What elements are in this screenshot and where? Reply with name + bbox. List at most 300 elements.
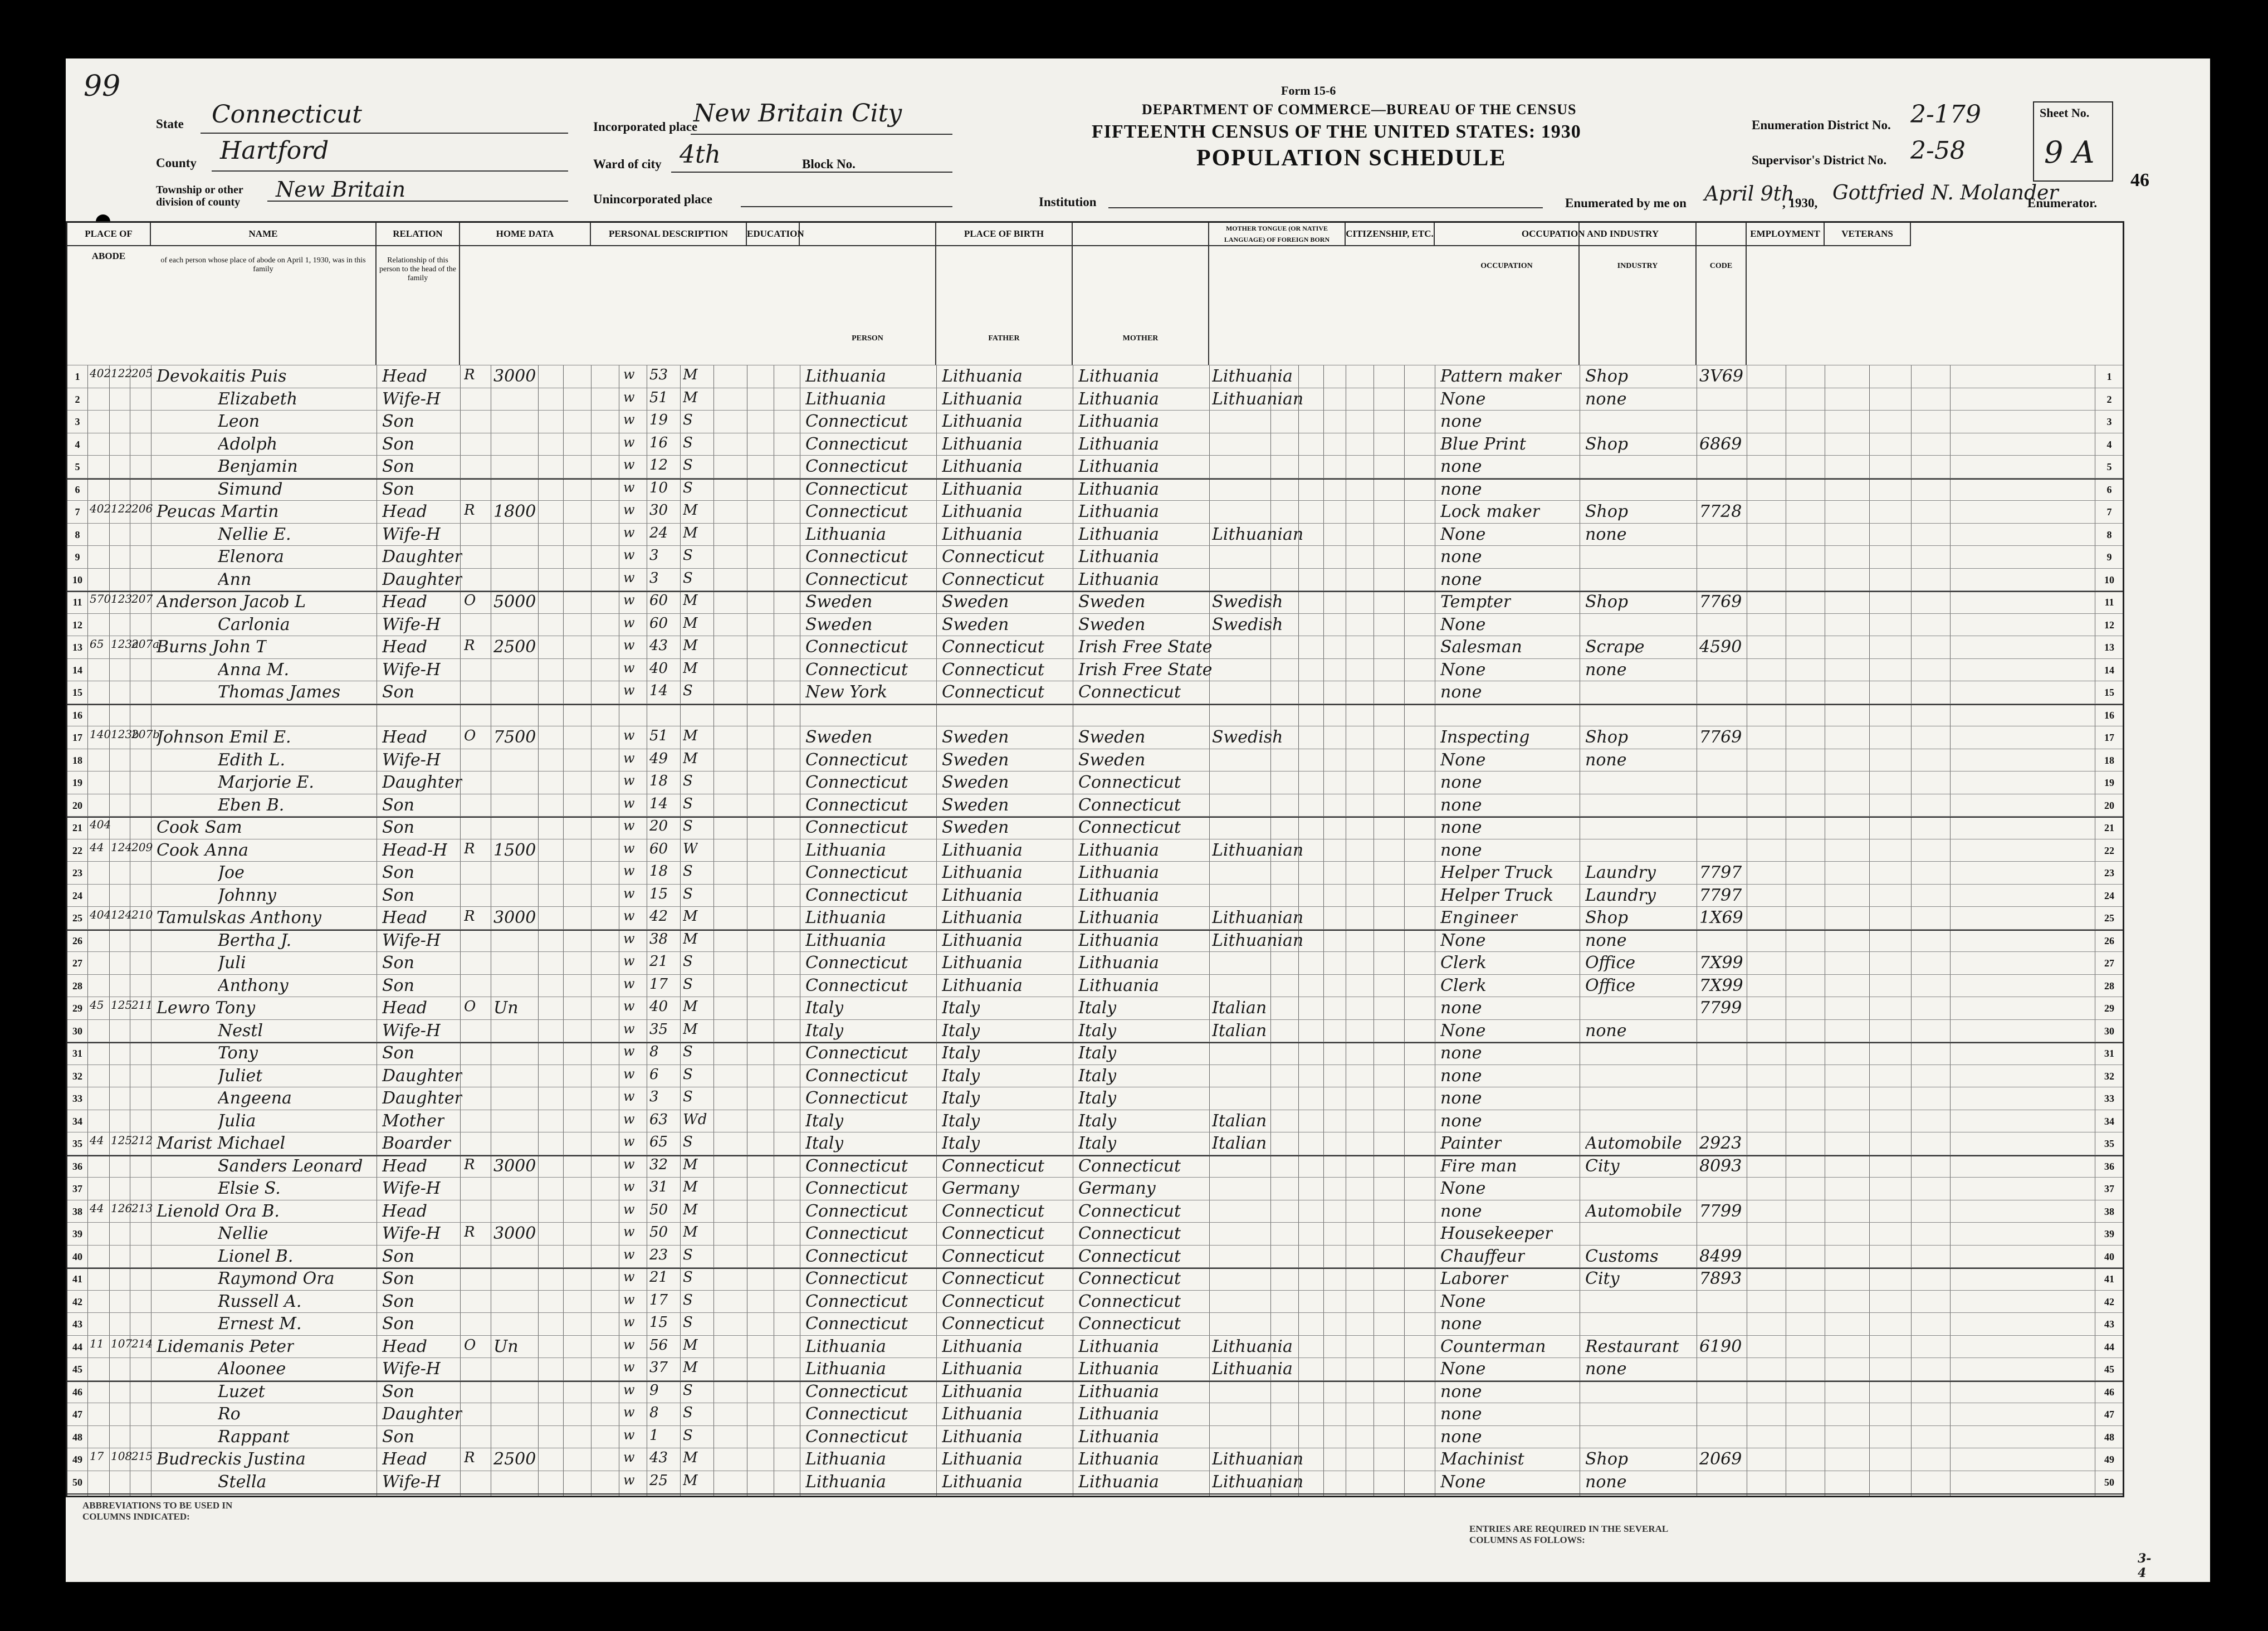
color-race: w bbox=[623, 434, 635, 450]
line-number: 6 bbox=[2106, 484, 2112, 495]
birthplace-mother: Italy bbox=[1078, 1043, 1117, 1063]
group-personal: PERSONAL DESCRIPTION bbox=[591, 223, 747, 246]
color-race: w bbox=[623, 818, 635, 833]
mother-tongue: Swedish bbox=[1212, 727, 1283, 747]
mother-tongue: Lithuanian bbox=[1212, 1472, 1304, 1492]
occupation-code: 7X99 bbox=[1699, 975, 1743, 995]
house-number: 570 bbox=[90, 592, 111, 605]
birthplace-mother: Lithuania bbox=[1078, 547, 1159, 567]
line-number: 36 bbox=[72, 1160, 82, 1172]
marital-status: S bbox=[683, 1088, 693, 1105]
marital-status: S bbox=[683, 773, 693, 789]
person-name: Simund bbox=[218, 479, 283, 499]
home-value: 2500 bbox=[493, 1449, 536, 1469]
birthplace-person: Connecticut bbox=[805, 1291, 908, 1311]
table-row bbox=[67, 410, 2123, 433]
industry: Laundry bbox=[1585, 885, 1656, 905]
age: 56 bbox=[649, 1336, 668, 1354]
relation: Son bbox=[382, 885, 414, 905]
birthplace-person: Connecticut bbox=[805, 1269, 908, 1288]
age: 24 bbox=[649, 524, 668, 541]
age: 42 bbox=[649, 908, 668, 925]
birthplace-father: Lithuania bbox=[942, 885, 1023, 905]
family-number: 207a bbox=[131, 637, 160, 651]
color-race: w bbox=[623, 1336, 635, 1352]
line-number: 20 bbox=[2104, 799, 2114, 811]
person-name: Anthony bbox=[218, 975, 289, 995]
relation: Son bbox=[382, 1427, 414, 1447]
line-number: 13 bbox=[72, 642, 82, 653]
relation: Head bbox=[382, 592, 428, 612]
color-race: w bbox=[623, 682, 635, 698]
industry: none bbox=[1585, 389, 1627, 409]
birthplace-person: Lithuania bbox=[805, 389, 886, 409]
color-race: w bbox=[623, 908, 635, 924]
line-number: 3 bbox=[75, 416, 80, 427]
occupation-code: 6190 bbox=[1699, 1336, 1742, 1356]
marital-status: S bbox=[683, 479, 693, 496]
age: 65 bbox=[649, 1134, 668, 1150]
birthplace-mother: Lithuania bbox=[1078, 975, 1159, 995]
table-row bbox=[67, 568, 2123, 593]
table-row bbox=[67, 1042, 2123, 1065]
birthplace-mother: Connecticut bbox=[1078, 1314, 1181, 1334]
birthplace-father: Sweden bbox=[942, 773, 1009, 792]
person-name: Burns John T bbox=[157, 637, 267, 657]
home-value: Un bbox=[493, 1336, 519, 1356]
age: 12 bbox=[649, 457, 668, 473]
occupation: Helper Truck bbox=[1440, 885, 1553, 905]
occupation: Blue Print bbox=[1440, 434, 1526, 454]
home-value: 2500 bbox=[493, 637, 536, 657]
age: 3 bbox=[649, 1088, 659, 1105]
line-number: 37 bbox=[72, 1183, 82, 1194]
house-number: 44 bbox=[90, 840, 104, 854]
line-number: 22 bbox=[72, 844, 82, 856]
line-number: 21 bbox=[72, 822, 82, 833]
age: 19 bbox=[649, 412, 668, 428]
birthplace-person: Connecticut bbox=[805, 457, 908, 476]
occupation: none bbox=[1440, 1427, 1482, 1447]
group-abode: PLACE OF ABODE bbox=[67, 223, 151, 246]
marital-status: S bbox=[683, 885, 693, 902]
form-number: Form 15-6 bbox=[1281, 84, 1336, 97]
house-number: 140 bbox=[90, 727, 111, 741]
birthplace-person: Connecticut bbox=[805, 1201, 908, 1221]
table-row bbox=[67, 1312, 2123, 1336]
birthplace-mother: Italy bbox=[1078, 998, 1117, 1018]
marital-status: M bbox=[683, 524, 698, 541]
line-number: 45 bbox=[2104, 1364, 2114, 1375]
age: 60 bbox=[649, 592, 668, 609]
mother-tongue: Italian bbox=[1212, 1134, 1267, 1153]
occupation: Inspecting bbox=[1440, 727, 1530, 747]
color-race: w bbox=[623, 840, 635, 856]
dwelling-number: 123 bbox=[111, 592, 133, 605]
person-name: Tony bbox=[218, 1043, 258, 1063]
birthplace-father: Lithuania bbox=[942, 367, 1023, 386]
occupation: None bbox=[1440, 389, 1486, 409]
occupation-code: 7769 bbox=[1699, 727, 1742, 747]
occupation: none bbox=[1440, 547, 1482, 567]
color-race: w bbox=[623, 1201, 635, 1217]
mother-tongue: Lithuania bbox=[1212, 1359, 1293, 1379]
person-name: Lidemanis Peter bbox=[157, 1336, 295, 1356]
birthplace-person: Connecticut bbox=[805, 1314, 908, 1334]
birthplace-person: Sweden bbox=[805, 614, 873, 634]
birthplace-person: Connecticut bbox=[805, 1179, 908, 1198]
birthplace-father: Connecticut bbox=[942, 1314, 1045, 1334]
table-row bbox=[67, 1222, 2123, 1246]
occupation-code: 7799 bbox=[1699, 1201, 1742, 1221]
marital-status: S bbox=[683, 457, 693, 473]
person-name: Sanders Leonard bbox=[218, 1156, 363, 1176]
birthplace-father: Lithuania bbox=[942, 953, 1023, 973]
birthplace-mother: Connecticut bbox=[1078, 1224, 1181, 1243]
occupation: Painter bbox=[1440, 1134, 1502, 1153]
group-home: HOME DATA bbox=[460, 223, 591, 246]
county-value: Hartford bbox=[220, 136, 329, 165]
relation: Son bbox=[382, 795, 414, 815]
person-name: Leon bbox=[218, 412, 260, 431]
industry: Laundry bbox=[1585, 863, 1656, 882]
enum-district-value: 2-179 bbox=[1910, 100, 1981, 129]
line-number: 18 bbox=[2104, 754, 2114, 766]
supervisor-label: Supervisor's District No. bbox=[1752, 153, 1887, 167]
occupation: Housekeeper bbox=[1440, 1224, 1553, 1243]
group-birth: PLACE OF BIRTH bbox=[800, 223, 1209, 246]
line-number: 15 bbox=[72, 687, 82, 698]
birthplace-mother: Lithuania bbox=[1078, 389, 1159, 409]
home-tenure: R bbox=[464, 1449, 475, 1466]
birthplace-person: Connecticut bbox=[805, 660, 908, 680]
marital-status: M bbox=[683, 637, 698, 654]
birthplace-mother: Irish Free State bbox=[1078, 660, 1213, 680]
birthplace-mother: Connecticut bbox=[1078, 773, 1181, 792]
line-number: 26 bbox=[72, 935, 82, 946]
family-number: 207 bbox=[131, 592, 153, 605]
birthplace-person: Lithuania bbox=[805, 1359, 886, 1379]
relation: Son bbox=[382, 1291, 414, 1311]
person-name: Anderson Jacob L bbox=[157, 592, 306, 612]
marital-status: S bbox=[683, 547, 693, 564]
line-number: 14 bbox=[2104, 664, 2114, 676]
marital-status: M bbox=[683, 998, 698, 1015]
birthplace-father: Lithuania bbox=[942, 389, 1023, 409]
relation: Son bbox=[382, 1381, 414, 1402]
birthplace-father: Sweden bbox=[942, 795, 1009, 815]
birthplace-person: Sweden bbox=[805, 592, 873, 612]
relation: Daughter bbox=[382, 1066, 462, 1086]
person-name: Luzet bbox=[218, 1381, 265, 1402]
line-number: 17 bbox=[2104, 732, 2114, 743]
relation: Son bbox=[382, 818, 414, 837]
color-race: w bbox=[623, 1427, 635, 1443]
line-number: 21 bbox=[2104, 822, 2114, 833]
dwelling-number: 122 bbox=[111, 502, 133, 515]
birthplace-mother: Connecticut bbox=[1078, 1291, 1181, 1311]
line-number: 7 bbox=[75, 506, 80, 517]
relation: Son bbox=[382, 479, 414, 499]
person-name: Adolph bbox=[218, 434, 278, 454]
line-number: 43 bbox=[72, 1319, 82, 1330]
color-race: w bbox=[623, 1246, 635, 1262]
occupation-code: 7799 bbox=[1699, 998, 1742, 1018]
color-race: w bbox=[623, 795, 635, 811]
birthplace-mother: Lithuania bbox=[1078, 502, 1159, 521]
occupation: none bbox=[1440, 1404, 1482, 1424]
table-row bbox=[67, 388, 2123, 411]
line-number: 24 bbox=[2104, 890, 2114, 901]
birthplace-mother: Connecticut bbox=[1078, 682, 1181, 702]
person-name: Juli bbox=[218, 953, 246, 973]
table-row bbox=[67, 1155, 2123, 1178]
industry: Shop bbox=[1585, 592, 1629, 612]
birthplace-person: Connecticut bbox=[805, 953, 908, 973]
age: 60 bbox=[649, 614, 668, 632]
occupation-code: 7797 bbox=[1699, 885, 1742, 905]
industry: Restaurant bbox=[1585, 1336, 1679, 1356]
line-number: 2 bbox=[75, 393, 80, 405]
birthplace-father: Italy bbox=[942, 1020, 980, 1041]
line-number: 8 bbox=[75, 529, 80, 540]
ward-value: 4th bbox=[680, 140, 721, 169]
group-tongue: MOTHER TONGUE (OR NATIVE LANGUAGE) OF FOREIGN BORN bbox=[1209, 223, 1346, 246]
home-tenure: R bbox=[464, 840, 475, 857]
table-rows bbox=[67, 365, 2123, 1496]
table-row bbox=[67, 704, 2123, 727]
colhead-name: of each person whose place of abode on April 1, 1930, was in this family bbox=[151, 223, 377, 365]
color-race: w bbox=[623, 750, 635, 766]
relation: Wife-H bbox=[382, 1472, 441, 1492]
occupation: none bbox=[1440, 479, 1482, 499]
group-citizenship: CITIZENSHIP, ETC. bbox=[1346, 223, 1435, 246]
person-name: Anna M. bbox=[218, 660, 289, 680]
table-row bbox=[67, 951, 2123, 975]
marital-status: M bbox=[683, 389, 698, 406]
home-value: 3000 bbox=[493, 1156, 536, 1176]
age: 49 bbox=[649, 750, 668, 767]
birthplace-mother: Lithuania bbox=[1078, 1336, 1159, 1356]
occupation: None bbox=[1440, 614, 1486, 634]
line-number: 11 bbox=[72, 597, 82, 608]
line-number: 1 bbox=[2106, 371, 2112, 382]
occupation-code: 7769 bbox=[1699, 592, 1742, 612]
birthplace-person: Connecticut bbox=[805, 863, 908, 882]
dwelling-number: 125 bbox=[111, 998, 133, 1012]
relation: Head bbox=[382, 637, 428, 657]
age: 21 bbox=[649, 953, 668, 970]
marital-status: W bbox=[683, 840, 698, 857]
table-row bbox=[67, 1267, 2123, 1291]
birthplace-person: Italy bbox=[805, 998, 844, 1018]
line-number: 23 bbox=[72, 867, 82, 878]
age: 60 bbox=[649, 840, 668, 857]
person-name: Angeena bbox=[218, 1088, 292, 1108]
home-tenure: O bbox=[464, 727, 476, 744]
mother-tongue: Lithuanian bbox=[1212, 840, 1304, 860]
birthplace-father: Italy bbox=[942, 1043, 980, 1063]
line-number: 37 bbox=[2104, 1183, 2114, 1194]
age: 43 bbox=[649, 1449, 668, 1466]
birthplace-person: Lithuania bbox=[805, 840, 886, 860]
enumerator-label: Enumerator. bbox=[2027, 196, 2098, 210]
line-number: 9 bbox=[2106, 551, 2112, 563]
birthplace-father: Lithuania bbox=[942, 863, 1023, 882]
color-race: w bbox=[623, 1269, 635, 1285]
table-row bbox=[67, 861, 2123, 885]
person-name: Aloonee bbox=[218, 1359, 286, 1379]
industry: none bbox=[1585, 1020, 1627, 1041]
line-number: 38 bbox=[2104, 1205, 2114, 1217]
line-number: 46 bbox=[72, 1386, 82, 1398]
line-number: 5 bbox=[2106, 461, 2112, 472]
marital-status: M bbox=[683, 1156, 698, 1173]
birthplace-person: Connecticut bbox=[805, 547, 908, 567]
line-number: 28 bbox=[72, 980, 82, 992]
age: 21 bbox=[649, 1269, 668, 1286]
age: 43 bbox=[649, 637, 668, 654]
birthplace-person: Connecticut bbox=[805, 434, 908, 454]
marital-status: S bbox=[683, 975, 693, 993]
color-race: w bbox=[623, 479, 635, 495]
occupation: Lock maker bbox=[1440, 502, 1541, 521]
line-number: 42 bbox=[72, 1296, 82, 1307]
relation: Son bbox=[382, 682, 414, 702]
birthplace-father: Italy bbox=[942, 1088, 980, 1108]
color-race: w bbox=[623, 863, 635, 878]
marital-status: S bbox=[683, 434, 693, 451]
marital-status: S bbox=[683, 1269, 693, 1286]
birthplace-person: Italy bbox=[805, 1111, 844, 1131]
occupation: None bbox=[1440, 660, 1486, 680]
age: 10 bbox=[649, 479, 668, 496]
relation: Son bbox=[382, 1246, 414, 1266]
sheet-value: 9 A bbox=[2044, 135, 2095, 170]
birthplace-mother: Italy bbox=[1078, 1066, 1117, 1086]
line-number: 32 bbox=[2104, 1070, 2114, 1082]
line-number: 46 bbox=[2104, 1386, 2114, 1398]
line-number: 16 bbox=[2104, 709, 2114, 721]
person-name: Marjorie E. bbox=[218, 773, 314, 792]
home-tenure: R bbox=[464, 1224, 475, 1241]
marital-status: M bbox=[683, 1020, 698, 1038]
line-number: 40 bbox=[72, 1251, 82, 1262]
person-name: Ann bbox=[218, 569, 252, 589]
birthplace-person: Connecticut bbox=[805, 637, 908, 657]
age: 35 bbox=[649, 1020, 668, 1038]
line-number: 34 bbox=[72, 1115, 82, 1127]
relation: Wife-H bbox=[382, 524, 441, 544]
line-number: 8 bbox=[2106, 529, 2112, 540]
person-name: Juliet bbox=[218, 1066, 263, 1086]
occupation: Engineer bbox=[1440, 908, 1518, 927]
person-name: Ro bbox=[218, 1404, 241, 1424]
birthplace-person: Connecticut bbox=[805, 1156, 908, 1176]
mother-tongue: Lithuanian bbox=[1212, 1449, 1304, 1469]
state-label: State bbox=[156, 117, 184, 131]
person-name: Julia bbox=[218, 1111, 256, 1131]
supervisor-value: 2-58 bbox=[1910, 136, 1966, 165]
person-name: Stella bbox=[218, 1472, 267, 1492]
line-number: 11 bbox=[2104, 597, 2114, 608]
birthplace-father: Lithuania bbox=[942, 975, 1023, 995]
birthplace-mother: Lithuania bbox=[1078, 1381, 1159, 1402]
birthplace-person: Connecticut bbox=[805, 479, 908, 499]
line-number: 15 bbox=[2104, 687, 2114, 698]
relation: Head bbox=[382, 1336, 428, 1356]
table-row bbox=[67, 1110, 2123, 1133]
birthplace-mother: Lithuania bbox=[1078, 885, 1159, 905]
birthplace-mother: Sweden bbox=[1078, 727, 1146, 747]
age: 53 bbox=[649, 367, 668, 383]
marital-status: M bbox=[683, 1359, 698, 1376]
occupation-code: 4590 bbox=[1699, 637, 1742, 657]
line-number: 2 bbox=[2106, 393, 2112, 405]
color-race: w bbox=[623, 569, 635, 585]
abbreviations-title: ABBREVIATIONS TO BE USED IN COLUMNS INDICATED: bbox=[82, 1500, 233, 1522]
birthplace-person: Connecticut bbox=[805, 1043, 908, 1063]
industry: Shop bbox=[1585, 434, 1629, 454]
industry: Shop bbox=[1585, 502, 1629, 521]
birthplace-father: Lithuania bbox=[942, 930, 1023, 950]
family-number: 211 bbox=[131, 998, 153, 1012]
person-name: Ernest M. bbox=[218, 1314, 302, 1334]
line-number: 18 bbox=[72, 754, 82, 766]
occupation: Laborer bbox=[1440, 1269, 1508, 1288]
birthplace-father: Connecticut bbox=[942, 1269, 1045, 1288]
birthplace-person: Lithuania bbox=[805, 908, 886, 927]
birthplace-mother: Lithuania bbox=[1078, 1427, 1159, 1447]
occupation: Chauffeur bbox=[1440, 1246, 1526, 1266]
house-number: 404 bbox=[90, 818, 111, 831]
birthplace-mother: Sweden bbox=[1078, 614, 1146, 634]
person-name: Nestl bbox=[218, 1020, 263, 1041]
industry: none bbox=[1585, 660, 1627, 680]
relation: Son bbox=[382, 1043, 414, 1063]
table-row bbox=[67, 545, 2123, 569]
marital-status: S bbox=[683, 1314, 693, 1331]
line-number: 24 bbox=[72, 890, 82, 901]
color-race: w bbox=[623, 660, 635, 676]
age: 6 bbox=[649, 1066, 659, 1083]
color-race: w bbox=[623, 1111, 635, 1127]
marital-status: S bbox=[683, 1381, 693, 1399]
line-number: 20 bbox=[72, 799, 82, 811]
birthplace-father: Connecticut bbox=[942, 569, 1045, 589]
table-row bbox=[67, 1245, 2123, 1269]
relation: Wife-H bbox=[382, 389, 441, 409]
birthplace-mother: Lithuania bbox=[1078, 1472, 1159, 1492]
age: 9 bbox=[649, 1381, 659, 1399]
line-number: 47 bbox=[72, 1409, 82, 1420]
marital-status: M bbox=[683, 592, 698, 609]
occupation: none bbox=[1440, 412, 1482, 431]
color-race: w bbox=[623, 1156, 635, 1172]
occupation: none bbox=[1440, 1381, 1482, 1402]
color-race: w bbox=[623, 547, 635, 563]
table-row bbox=[67, 1448, 2123, 1471]
line-number: 10 bbox=[2104, 574, 2114, 585]
color-race: w bbox=[623, 1381, 635, 1398]
line-number: 39 bbox=[72, 1228, 82, 1239]
relation: Head bbox=[382, 908, 428, 927]
color-race: w bbox=[623, 524, 635, 540]
line-number: 29 bbox=[2104, 1003, 2114, 1014]
birthplace-father: Connecticut bbox=[942, 1201, 1045, 1221]
birthplace-mother: Connecticut bbox=[1078, 1156, 1181, 1176]
table-row bbox=[67, 455, 2123, 480]
